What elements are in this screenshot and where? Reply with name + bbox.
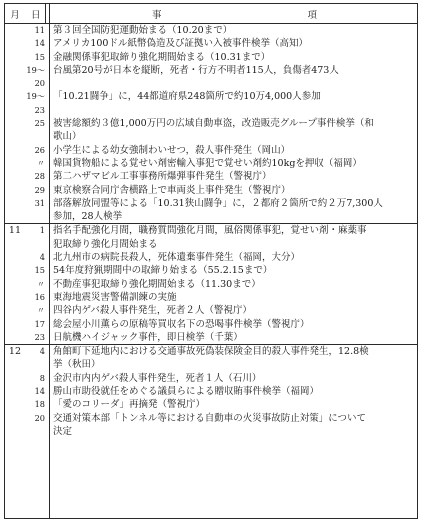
row-event: アメリカ100ドル紙幣偽造及び証拠い入被事件検挙（高知） <box>53 38 308 50</box>
row-month <box>5 90 25 117</box>
row-month <box>5 304 25 317</box>
row-event: 韓国貨物船による覚せい剤密輸入事犯で覚せい剤約10kgを押収（福岡） <box>53 157 362 169</box>
row-month <box>5 358 25 371</box>
row-event: 犯取締り強化月間始まる <box>53 238 158 250</box>
table-row <box>5 130 417 143</box>
row-day: 4 <box>39 252 45 263</box>
row-month <box>5 385 25 398</box>
row-month <box>5 398 25 411</box>
row-month <box>5 144 25 157</box>
header-day: 日 <box>31 9 41 21</box>
row-month <box>5 210 25 223</box>
table-row <box>5 412 417 425</box>
row-month <box>5 37 25 50</box>
row-month <box>5 130 25 143</box>
table-row <box>5 184 417 197</box>
row-event: 「愛のコリーダ」再摘発（警視庁） <box>53 399 206 411</box>
row-event: 北九州市の病院長殺人，死体遺棄事件発生（福岡，大分） <box>53 252 301 264</box>
row-event: 歌山） <box>53 131 82 143</box>
table-row <box>5 425 417 438</box>
table-row <box>5 144 417 157</box>
table-row <box>5 157 417 170</box>
table-row <box>5 278 417 291</box>
row-day <box>25 210 49 223</box>
row-day: 14 <box>34 38 45 49</box>
row-event: 総会屋小川薫らの原稿等買収名下の恐喝事件検挙（警視庁） <box>53 318 310 330</box>
row-event: 小学生による幼女強制わいせつ，殺人事件発生（岡山） <box>53 144 291 156</box>
row-event: 東海地震災害警備訓練の実施 <box>53 291 177 303</box>
table-row <box>5 37 417 50</box>
row-day <box>25 130 49 143</box>
header-items <box>45 4 417 23</box>
row-month: 11 <box>8 225 21 237</box>
table-row <box>5 51 417 64</box>
row-day: 〃 <box>36 157 45 168</box>
row-day: 15 <box>34 265 45 276</box>
row-event: 部落解放同盟等による「10.31狭山闘争」に，２都府２箇所で約２万7,300人 <box>53 197 383 209</box>
table-row <box>5 304 417 317</box>
row-event: 勝山市助役就任をめぐる議員らによる贈収賄事件検挙（福岡） <box>53 386 320 398</box>
table-row <box>5 318 417 331</box>
row-event: 東京検察合同庁舎横路上で車両炎上事件発生（警視庁） <box>53 184 291 196</box>
row-day: 25 <box>34 118 45 129</box>
row-day: 18 <box>34 399 45 410</box>
row-day: 17 <box>34 318 45 329</box>
row-month <box>5 412 25 425</box>
table-row <box>5 358 417 371</box>
row-day: 31 <box>34 197 45 208</box>
header-kou: 項 <box>307 9 318 21</box>
row-event: 指名手配強化月間，職務質問強化月間，風俗関係事犯，覚せい剤・麻薬事 <box>53 225 367 237</box>
row-month <box>5 157 25 170</box>
row-month <box>5 251 25 264</box>
table-row <box>5 197 417 210</box>
chronology-table <box>4 3 418 519</box>
row-day: 16 <box>34 291 45 302</box>
table-row <box>5 223 417 237</box>
row-month <box>5 425 25 438</box>
row-event: 角館町下延地内における交通事故死偽装保険金目的殺人事件発生，12.8検 <box>53 346 369 358</box>
table-row <box>5 398 417 411</box>
row-day: 11 <box>34 25 45 35</box>
row-event: 四谷内ゲバ殺人事件発生，死者２人（警視庁） <box>53 305 252 317</box>
row-day: 4 <box>39 346 45 357</box>
row-event: 第二ハザマビル工事事務所爆弾事件発生（警視庁） <box>53 171 272 183</box>
table-row <box>5 170 417 183</box>
row-event: 金沢市内内ゲバ殺人事件発生，死者１人（石川） <box>53 372 262 384</box>
row-event: 挙（秋田） <box>53 359 101 371</box>
row-event: 54年度狩猟期間中の取締り始まる（55.2.15まで） <box>53 265 273 277</box>
row-month <box>5 278 25 291</box>
row-event: 不動産事犯取締り強化期間始まる（11.30まで） <box>53 278 261 290</box>
row-day: 〃 <box>36 278 45 289</box>
row-day <box>25 425 49 438</box>
table-row <box>5 64 417 91</box>
row-month <box>5 318 25 331</box>
row-day: 26 <box>34 144 45 155</box>
row-event: 日航機ハイジャック事件，即日検挙（千葉） <box>53 331 243 343</box>
row-event: 参加，28人検挙 <box>53 211 123 223</box>
row-month <box>5 64 25 91</box>
table-row <box>5 210 417 223</box>
table-row <box>5 24 417 37</box>
row-day <box>25 358 49 371</box>
row-day: 15 <box>34 51 45 62</box>
row-event: 「10.21闘争」に，44都道府県248箇所で約10万4,000人参加 <box>53 91 321 103</box>
row-day: 19〜23 <box>26 91 45 115</box>
row-month <box>5 51 25 64</box>
row-month <box>5 170 25 183</box>
row-month <box>5 24 25 37</box>
table-row <box>5 291 417 304</box>
row-day: 19〜20 <box>26 64 45 89</box>
row-day: 29 <box>34 184 45 195</box>
row-month: 12 <box>8 346 21 358</box>
row-day: 28 <box>34 171 45 182</box>
row-day: 23 <box>34 331 45 342</box>
row-month <box>5 117 25 130</box>
row-month <box>5 264 25 277</box>
table-row <box>5 251 417 264</box>
row-day: 1 <box>39 225 45 236</box>
header-ji: 事 <box>152 9 162 21</box>
row-day: 20 <box>34 412 45 423</box>
row-month <box>5 238 25 251</box>
row-event: 交通対策本部「トンネル等における自動車の火災事故防止対策」について <box>53 412 367 424</box>
table-row <box>5 385 417 398</box>
table-row <box>5 344 417 358</box>
row-event: 第３回全国防犯運動始まる（10.20まで） <box>53 25 233 36</box>
table-row <box>5 238 417 251</box>
header-month: 月 <box>10 9 20 21</box>
row-month <box>5 197 25 210</box>
row-event: 決定 <box>53 425 73 437</box>
table-body <box>5 24 417 438</box>
row-day: 〃 <box>36 305 45 316</box>
row-event: 被害総額約３億1,000万円の広域自動車盗，改造販売グループ事件検挙（和 <box>53 118 374 130</box>
table-row <box>5 331 417 344</box>
row-day: 14 <box>34 386 45 397</box>
row-event: 台風第20号が日本を縦断，死者・行方不明者115人，負傷者473人 <box>53 64 339 76</box>
row-day: 8 <box>39 372 45 383</box>
row-month <box>5 291 25 304</box>
table-row <box>5 372 417 385</box>
row-month <box>5 331 25 344</box>
row-month <box>5 184 25 197</box>
table-row <box>5 264 417 277</box>
row-event: 金融関係事犯取締り強化期間始まる（10.31まで） <box>53 51 271 63</box>
row-day <box>25 238 49 251</box>
table-row <box>5 90 417 117</box>
row-month <box>5 372 25 385</box>
table-row <box>5 117 417 130</box>
table-header <box>5 4 417 24</box>
